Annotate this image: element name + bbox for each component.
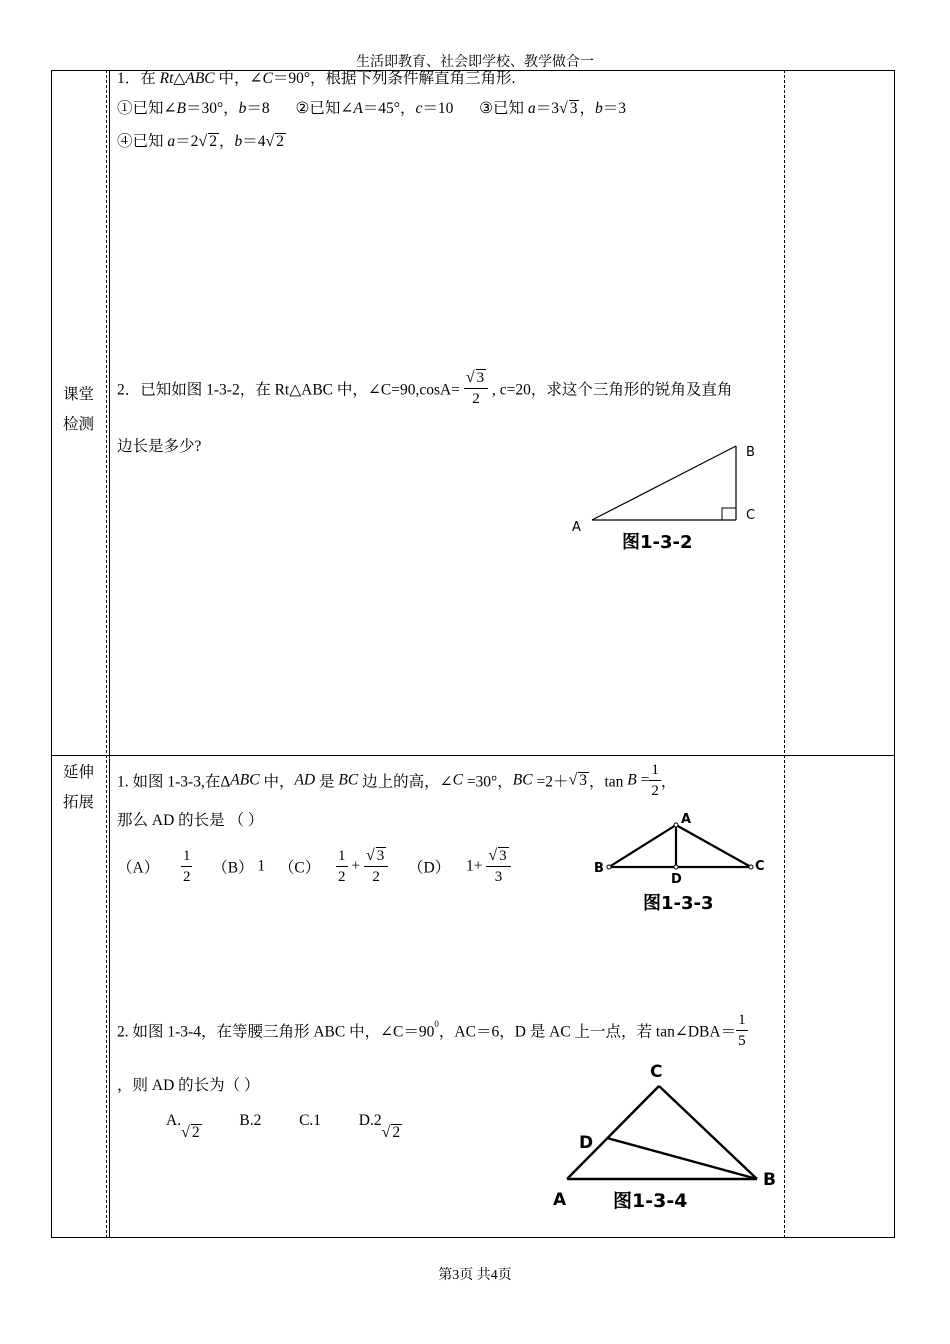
option-b[interactable]: （B） 1 <box>212 857 266 877</box>
fig134-label-d: D <box>579 1133 594 1153</box>
table-bottom-border <box>51 1237 895 1238</box>
cos-fraction: $\frac{√ 3}{2}$ <box>464 368 488 409</box>
fig133-label-a: A <box>681 812 692 827</box>
row-divider <box>51 755 895 756</box>
extension-question-1-options <box>117 846 511 887</box>
page-footer: 第3页 共4页 <box>438 1268 512 1283</box>
tan-b-fraction: $\frac{1}{2}$ <box>651 762 659 799</box>
tan-dba-fraction: $\frac{1}{5}$ <box>738 1012 746 1049</box>
extension-question-2-line2: ，则 AD 的长为（ ） <box>117 1077 260 1094</box>
fig132-label-b: B <box>746 445 755 460</box>
section-label-classroom-test: 课堂 检测 <box>63 386 95 433</box>
fig133-label-d: D <box>671 872 682 887</box>
option-b[interactable]: B.2 <box>239 1112 262 1129</box>
extension-question-1-line2: 那么 AD 的长是 （ ） <box>117 812 264 829</box>
fig134-caption: 图1-3-4 <box>613 1190 688 1212</box>
option-c[interactable]: C.1 <box>299 1112 322 1129</box>
option-a[interactable]: A.√ 2 <box>166 1112 200 1141</box>
figure-1-3-2 <box>560 436 780 556</box>
fig133-label-b: B <box>594 861 604 876</box>
fig134-label-b: B <box>763 1170 776 1190</box>
question-1-conditions: ①已知∠B＝30°，b＝8 ②已知∠A＝45°，c＝10 ③已知 a＝3√ 3 ，b＝3 <box>117 100 627 117</box>
fig132-label-c: C <box>746 508 756 523</box>
table-right-border <box>894 70 895 1238</box>
fig132-caption: 图1-3-2 <box>622 532 693 553</box>
extension-question-2-options <box>166 1112 402 1141</box>
option-d[interactable]: D.2√ 2 <box>358 1112 401 1141</box>
fig133-label-c: C <box>755 859 765 874</box>
fig134-label-a: A <box>553 1190 567 1210</box>
option-a[interactable]: （A） $\frac{1}{2}$ <box>117 848 191 885</box>
extension-question-2-text: 2. 如图 1-3-4，在等腰三角形 ABC 中，$\angle C=90^0$，AC＝6，D 是 AC 上一点，若 tan∠DBA＝ $\frac{1}{5}$ <box>117 1012 746 1049</box>
fig134-label-c: C <box>650 1062 663 1082</box>
fig132-label-a: A <box>572 520 581 535</box>
extension-question-1-text: 1. 如图 1-3-3,在ΔABC 中，AD 是 BC 边上的高，∠C =30°，BC =2＋√ 3 ，tan B = $\frac{1}{2}$ ， <box>117 762 677 799</box>
section-label-extension: 延伸 拓展 <box>63 764 95 811</box>
column-divider-solid <box>109 70 110 1238</box>
option-d[interactable]: （D） 1+ $\frac{√ 3}{3}$ <box>408 857 511 874</box>
question-2-text: 2．已知如图 1-3-2，在 Rt△ABC 中，∠C=90,cosA= $\frac{√ 3}{2}$ , c=20，求这个三角形的锐角及直角 <box>117 369 733 407</box>
question-1-intro: 1．在 Rt△ABC 中，∠C＝90°，根据下列条件解直角三角形. <box>117 70 516 87</box>
figure-1-3-3 <box>585 805 785 920</box>
table-left-border <box>51 70 52 1238</box>
fig133-caption: 图1-3-3 <box>643 893 714 914</box>
page-header: 生活即教育、社会即学校、教学做合一 <box>356 55 594 70</box>
question-2-text-line2: 边长是多少? <box>117 438 202 455</box>
column-divider-1 <box>106 70 107 1238</box>
figure-1-3-4 <box>545 1055 785 1215</box>
option-c[interactable]: （C） $\frac{1}{2}$ + $\frac{√ 3}{2}$ <box>279 857 392 874</box>
question-1-condition-4: ④已知 a＝2√ 2 ，b＝4√ 2 <box>117 133 284 150</box>
